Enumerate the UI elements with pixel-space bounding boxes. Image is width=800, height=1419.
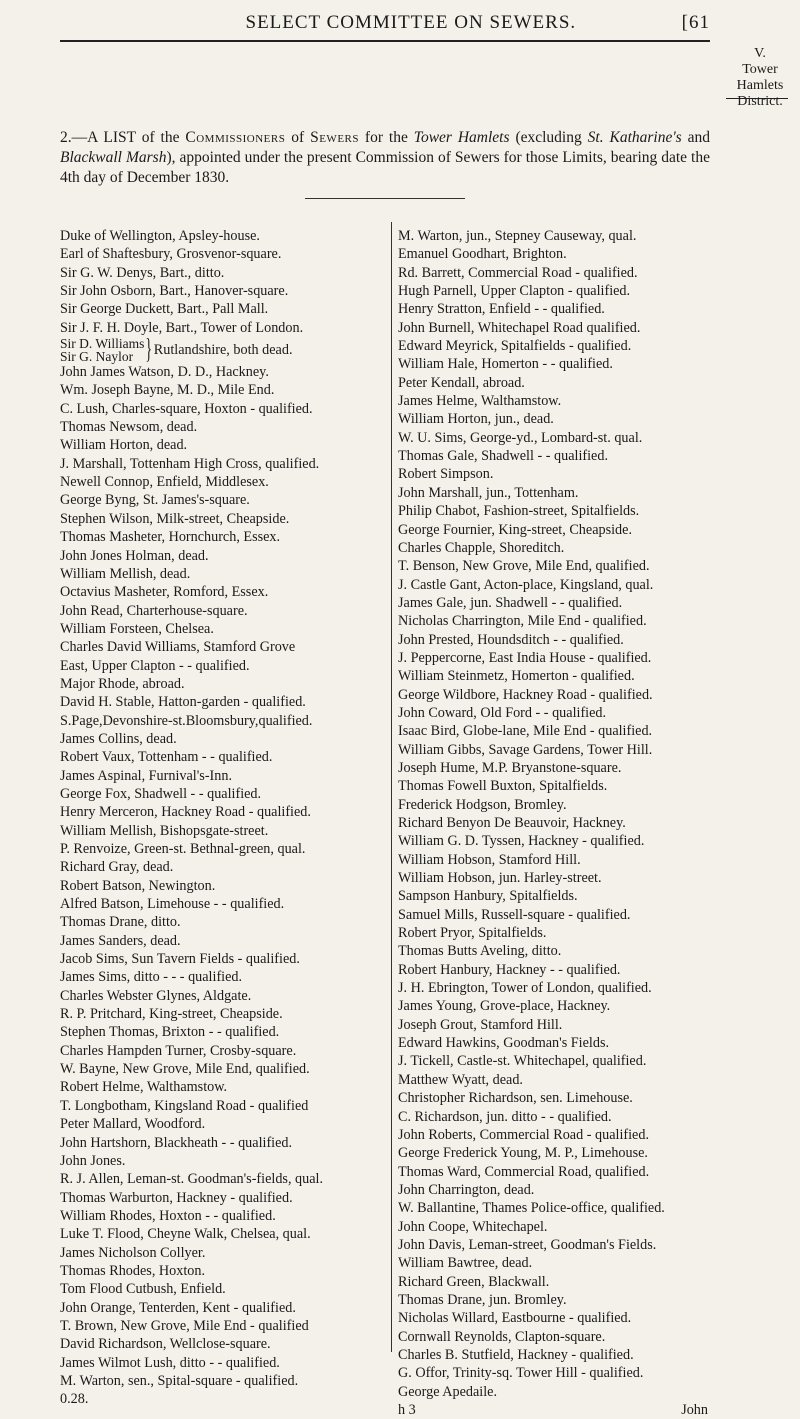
list-entry: John Charrington, dead. xyxy=(398,1181,535,1198)
list-entry: J. Tickell, Castle-st. Whitechapel, qualified. xyxy=(398,1053,647,1070)
margin-note xyxy=(722,46,798,110)
list-entry: 0.28. xyxy=(60,1391,89,1408)
list-entry: Thomas Drane, ditto. xyxy=(60,914,181,931)
list-entry: Christopher Richardson, sen. Limehouse. xyxy=(398,1090,633,1107)
list-entry: Emanuel Goodhart, Brighton. xyxy=(398,246,567,263)
list-entry: James Sims, ditto - - - qualified. xyxy=(60,969,243,986)
list-entry: Matthew Wyatt, dead. xyxy=(398,1071,523,1088)
list-entry: Isaac Bird, Globe-lane, Mile End - qualified. xyxy=(398,723,653,740)
column-divider xyxy=(391,222,392,1352)
list-entry: C. Richardson, jun. ditto - - qualified. xyxy=(398,1108,612,1125)
list-entry: J. H. Ebrington, Tower of London, qualified. xyxy=(398,980,652,997)
margin-district-line2: District. xyxy=(737,94,783,109)
list-entry: Thomas Warburton, Hackney - qualified. xyxy=(60,1189,293,1206)
brace-glyph: } xyxy=(145,334,153,366)
list-entry: W. Bayne, New Grove, Mile End, qualified. xyxy=(60,1061,310,1078)
list-entry: George Fournier, King-street, Cheapside. xyxy=(398,521,632,538)
list-entry: James Gale, jun. Shadwell - - qualified. xyxy=(398,594,623,611)
heading-italic: St. Katharine's xyxy=(587,129,682,146)
list-entry: W. Ballantine, Thames Police-office, qualified. xyxy=(398,1200,665,1217)
list-entry: R. P. Pritchard, King-street, Cheapside. xyxy=(60,1006,283,1023)
list-entry: Wm. Joseph Bayne, M. D., Mile End. xyxy=(60,382,275,399)
list-entry: William G. D. Tyssen, Hackney - qualified. xyxy=(398,833,645,850)
list-entry: T. Brown, New Grove, Mile End - qualified xyxy=(60,1317,309,1334)
list-entry: Thomas Newsom, dead. xyxy=(60,419,198,436)
list-entry: James Aspinal, Furnival's-Inn. xyxy=(60,767,233,784)
list-entry: John Coward, Old Ford - - qualified. xyxy=(398,704,607,721)
heading-text: for the xyxy=(359,129,414,146)
list-entry: Sir J. F. H. Doyle, Bart., Tower of London. xyxy=(60,319,304,336)
list-entry: Robert Hanbury, Hackney - - qualified. xyxy=(398,961,621,978)
margin-district-line1: Tower Hamlets xyxy=(736,62,784,93)
heading-text: (excluding xyxy=(509,129,588,146)
list-entry: M. Warton, sen., Spital-square - qualified. xyxy=(60,1372,299,1389)
list-entry: William Mellish, dead. xyxy=(60,565,191,582)
list-entry: Peter Kendall, abroad. xyxy=(398,374,525,391)
list-entry: John Orange, Tenterden, Kent - qualified. xyxy=(60,1299,296,1316)
list-entry: William Forsteen, Chelsea. xyxy=(60,620,214,637)
list-entry: George Frederick Young, M. P., Limehouse. xyxy=(398,1145,648,1162)
list-entry: Charles Webster Glynes, Aldgate. xyxy=(60,987,252,1004)
list-entry: William Hale, Homerton - - qualified. xyxy=(398,356,613,373)
right-column xyxy=(398,227,718,1419)
list-entry: J. Peppercorne, East India House - qualified. xyxy=(398,649,652,666)
list-heading xyxy=(60,128,710,188)
right-entries xyxy=(398,227,718,1401)
list-entry: Philip Chabot, Fashion-street, Spitalfields. xyxy=(398,503,640,520)
catchword: John xyxy=(681,1402,708,1418)
list-entry: Charles B. Stutfield, Hackney - qualified. xyxy=(398,1346,634,1363)
list-entry: Charles David Williams, Stamford Grove xyxy=(60,639,296,656)
list-entry: George Wildbore, Hackney Road - qualified. xyxy=(398,686,653,703)
list-entry: David Richardson, Wellclose-square. xyxy=(60,1336,271,1353)
margin-rule xyxy=(726,98,788,99)
list-entry: J. Marshall, Tottenham High Cross, qualified. xyxy=(60,455,320,472)
list-entry: George Fox, Shadwell - - qualified. xyxy=(60,785,262,802)
list-entry: M. Warton, jun., Stepney Causeway, qual. xyxy=(398,228,637,244)
list-entry: James Nicholson Collyer. xyxy=(60,1244,206,1261)
list-entry: John Jones. xyxy=(60,1152,126,1169)
list-entry: Robert Vaux, Tottenham - - qualified. xyxy=(60,749,273,766)
list-entry: William Mellish, Bishopsgate-street. xyxy=(60,822,269,839)
list-entry: Jacob Sims, Sun Tavern Fields - qualified. xyxy=(60,951,300,968)
list-entry: John Read, Charterhouse-square. xyxy=(60,602,248,619)
list-entry: Richard Green, Blackwall. xyxy=(398,1273,550,1290)
list-entry: Major Rhode, abroad. xyxy=(60,675,185,692)
list-entry: George Apedaile. xyxy=(398,1383,498,1400)
list-entry: Richard Benyon De Beauvoir, Hackney. xyxy=(398,815,626,831)
list-entry: William Rhodes, Hoxton - - qualified. xyxy=(60,1207,276,1224)
list-entry: James Helme, Walthamstow. xyxy=(398,393,562,410)
list-entry: Robert Pryor, Spitalfields. xyxy=(398,925,547,942)
list-entry: Peter Mallard, Woodford. xyxy=(60,1116,206,1133)
list-entry: Joseph Grout, Stamford Hill. xyxy=(398,1016,563,1033)
list-entry: Sir George Duckett, Bart., Pall Mall. xyxy=(60,301,269,318)
list-entry: Sir John Osborn, Bart., Hanover-square. xyxy=(60,283,289,300)
list-entry: David H. Stable, Hatton-garden - qualified. xyxy=(60,694,306,711)
list-entry: James Wilmot Lush, ditto - - qualified. xyxy=(60,1354,280,1371)
bracket-name: Sir G. Naylor xyxy=(60,349,134,365)
list-entry: John Davis, Leman-street, Goodman's Fields. xyxy=(398,1236,657,1253)
list-entry: George Byng, St. James's-square. xyxy=(60,492,250,509)
list-entry: Robert Helme, Walthamstow. xyxy=(60,1079,228,1096)
list-entry: John Coope, Whitechapel. xyxy=(398,1218,548,1235)
list-entry: Henry Stratton, Enfield - - qualified. xyxy=(398,301,605,318)
list-entry: William Hobson, jun. Harley-street. xyxy=(398,870,602,887)
bracket-name: Sir D. Williams xyxy=(60,336,145,352)
list-entry: Thomas Rhodes, Hoxton. xyxy=(60,1262,206,1279)
list-entry: Hugh Parnell, Upper Clapton - qualified. xyxy=(398,283,631,300)
signature-mark: h 3 xyxy=(398,1402,416,1418)
heading-number: 2.—A LIST of the xyxy=(60,129,186,146)
list-entry: William Gibbs, Savage Gardens, Tower Hill. xyxy=(398,741,653,758)
list-entry: John Jones Holman, dead. xyxy=(60,547,209,564)
list-entry: Alfred Batson, Limehouse - - qualified. xyxy=(60,896,285,913)
list-entry: James Collins, dead. xyxy=(60,730,177,747)
list-entry: John Prested, Houndsditch - - qualified. xyxy=(398,631,624,648)
list-entry: William Steinmetz, Homerton - qualified. xyxy=(398,668,635,685)
list-entry: William Bawtree, dead. xyxy=(398,1255,533,1272)
list-entry: William Hobson, Stamford Hill. xyxy=(398,851,581,868)
bracket-entry xyxy=(60,334,386,366)
left-entries-before xyxy=(60,227,386,337)
list-entry: Charles Chapple, Shoreditch. xyxy=(398,539,565,556)
list-entry: T. Benson, New Grove, Mile End, qualified. xyxy=(398,558,650,575)
heading-italic: Blackwall Marsh xyxy=(60,149,167,166)
list-entry: Thomas Fowell Buxton, Spitalfields. xyxy=(398,778,608,795)
list-entry: Edward Hawkins, Goodman's Fields. xyxy=(398,1035,610,1052)
list-entry: Octavius Masheter, Romford, Essex. xyxy=(60,584,269,601)
list-entry: R. J. Allen, Leman-st. Goodman's-fields, qual. xyxy=(60,1171,324,1188)
list-entry: John Roberts, Commercial Road - qualified. xyxy=(398,1126,649,1143)
list-entry: Thomas Drane, jun. Bromley. xyxy=(398,1291,567,1308)
list-entry: Tom Flood Cutbush, Enfield. xyxy=(60,1281,226,1298)
list-entry: James Young, Grove-place, Hackney. xyxy=(398,998,611,1015)
bracket-note: Rutlandshire, both dead. xyxy=(153,341,293,358)
list-entry: Joseph Hume, M.P. Bryanstone-square. xyxy=(398,759,622,776)
heading-text: and xyxy=(681,129,710,146)
list-entry: G. Offor, Trinity-sq. Tower Hill - qualified. xyxy=(398,1365,644,1382)
list-entry: P. Renvoize, Green-st. Bethnal-green, qual. xyxy=(60,841,306,857)
list-entry: Sir G. W. Denys, Bart., ditto. xyxy=(60,264,225,281)
list-entry: Earl of Shaftesbury, Grosvenor-square. xyxy=(60,246,282,263)
list-entry: Nicholas Willard, Eastbourne - qualified. xyxy=(398,1310,632,1327)
list-entry: Cornwall Reynolds, Clapton-square. xyxy=(398,1328,606,1345)
list-entry: Thomas Masheter, Hornchurch, Essex. xyxy=(60,529,281,546)
running-title: SELECT COMMITTEE ON SEWERS. xyxy=(245,12,577,33)
list-entry: John Hartshorn, Blackheath - - qualified. xyxy=(60,1134,293,1151)
list-entry: Thomas Butts Aveling, ditto. xyxy=(398,943,562,960)
list-entry: Frederick Hodgson, Bromley. xyxy=(398,796,567,813)
list-entry: East, Upper Clapton - - qualified. xyxy=(60,657,250,674)
list-entry: James Sanders, dead. xyxy=(60,932,181,949)
heading-caps-commissioners: Commissioners xyxy=(185,129,286,146)
list-entry: Stephen Thomas, Brixton - - qualified. xyxy=(60,1024,280,1041)
list-entry: Charles Hampden Turner, Crosby-square. xyxy=(60,1042,297,1059)
list-entry: John James Watson, D. D., Hackney. xyxy=(60,364,269,381)
list-entry: John Marshall, jun., Tottenham. xyxy=(398,484,579,501)
heading-text: ), appointed under the present Commission of Sewers for those Limits, bearing date the 4th day of December 1830. xyxy=(60,149,710,186)
list-entry: Luke T. Flood, Cheyne Walk, Chelsea, qual. xyxy=(60,1226,311,1243)
page-number: [61 xyxy=(681,12,710,33)
heading-caps-sewers: Sewers xyxy=(310,129,359,146)
list-entry: Nicholas Charrington, Mile End - qualified. xyxy=(398,613,647,630)
margin-roman: V. xyxy=(754,46,766,61)
left-entries-after xyxy=(60,363,386,1409)
heading-text: of xyxy=(285,129,311,146)
list-entry: Henry Merceron, Hackney Road - qualified. xyxy=(60,804,311,821)
list-entry: Thomas Ward, Commercial Road, qualified. xyxy=(398,1163,650,1180)
list-entry: Sampson Hanbury, Spitalfields. xyxy=(398,888,578,905)
list-entry: William Horton, jun., dead. xyxy=(398,411,554,428)
list-entry: S.Page,Devonshire-st.Bloomsbury,qualified. xyxy=(60,712,313,729)
list-entry: Edward Meyrick, Spitalfields - qualified. xyxy=(398,338,632,355)
page-header xyxy=(60,12,710,34)
list-entry: T. Longbotham, Kingsland Road - qualified xyxy=(60,1097,309,1114)
list-entry: John Burnell, Whitechapel Road qualified. xyxy=(398,319,641,336)
section-separator xyxy=(305,198,465,199)
list-entry: William Horton, dead. xyxy=(60,437,188,454)
list-entry: Samuel Mills, Russell-square - qualified. xyxy=(398,906,631,923)
list-entry: Robert Batson, Newington. xyxy=(60,877,216,894)
list-entry: Thomas Gale, Shadwell - - qualified. xyxy=(398,448,608,465)
list-entry: Richard Gray, dead. xyxy=(60,859,174,876)
header-rule xyxy=(60,40,710,42)
left-column xyxy=(60,227,386,1409)
list-entry: Duke of Wellington, Apsley-house. xyxy=(60,228,260,244)
bracket-names xyxy=(60,337,144,363)
list-entry: J. Castle Gant, Acton-place, Kingsland, qual. xyxy=(398,576,654,593)
page-footer xyxy=(398,1401,718,1419)
heading-italic: Tower Hamlets xyxy=(413,129,510,146)
list-entry: Robert Simpson. xyxy=(398,466,494,483)
list-entry: Newell Connop, Enfield, Middlesex. xyxy=(60,474,269,491)
list-entry: Stephen Wilson, Milk-street, Cheapside. xyxy=(60,510,290,527)
list-entry: W. U. Sims, George-yd., Lombard-st. qual. xyxy=(398,429,643,446)
list-entry: Rd. Barrett, Commercial Road - qualified. xyxy=(398,264,638,281)
list-entry: C. Lush, Charles-square, Hoxton - qualified. xyxy=(60,400,313,417)
